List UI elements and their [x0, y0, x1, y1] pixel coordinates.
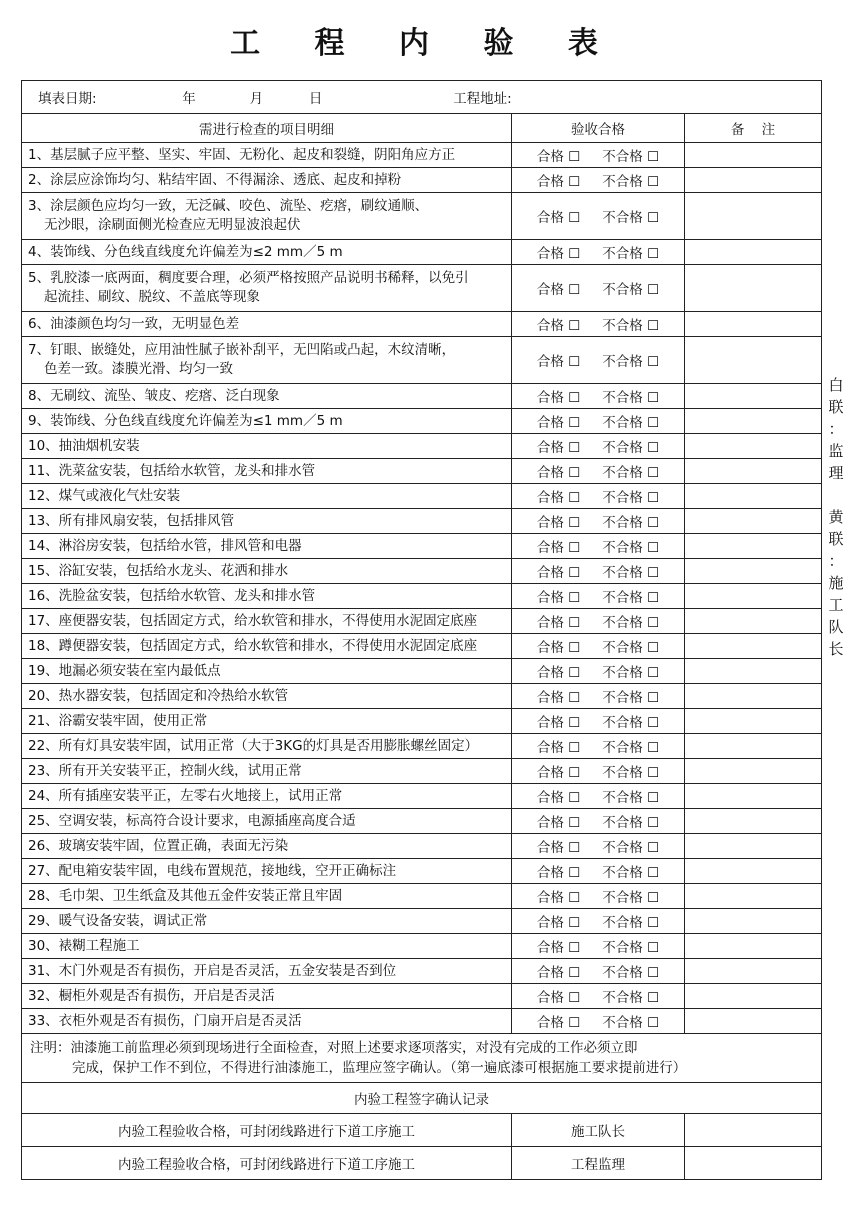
table-row: [22, 240, 822, 265]
item-description: [22, 984, 512, 1009]
fail-checkbox[interactable]: 不合格 ☐: [602, 415, 660, 431]
remark-cell[interactable]: [685, 659, 822, 684]
pass-checkbox[interactable]: 合格 ☐: [536, 490, 581, 506]
item-description: [22, 684, 512, 709]
item-line: 22、所有灯具安装牢固，试用正常（大于3KG的灯具是否用膨胀螺丝固定）: [28, 737, 479, 754]
fail-checkbox[interactable]: 不合格 ☐: [602, 990, 660, 1006]
fail-checkbox[interactable]: 不合格 ☐: [602, 174, 660, 190]
side-note-char: 黄: [828, 508, 844, 526]
signature-row: [22, 1114, 822, 1147]
result-cell: [512, 909, 685, 934]
item-description: [22, 534, 512, 559]
remark-cell[interactable]: [685, 559, 822, 584]
item-description: [22, 559, 512, 584]
remark-cell[interactable]: [685, 240, 822, 265]
item-line: 28、毛巾架、卫生纸盒及其他五金件安装正常且牢固: [28, 887, 343, 904]
fail-checkbox[interactable]: 不合格 ☐: [602, 440, 660, 456]
item-line: 25、空调安装，标高符合设计要求，电源插座高度合适: [28, 812, 356, 829]
item-line: 11、洗菜盆安装，包括给水软管，龙头和排水管: [28, 462, 316, 479]
side-note-char: 工: [828, 596, 844, 614]
item-line: 32、橱柜外观是否有损伤，开启是否灵活: [28, 987, 275, 1004]
signature-row: [22, 1147, 822, 1180]
item-line: 31、木门外观是否有损伤，开启是否灵活，五金安装是否到位: [28, 962, 397, 979]
result-cell: [512, 559, 685, 584]
item-line: 12、煤气或液化气灶安装: [28, 487, 181, 504]
signature-field[interactable]: [685, 1114, 822, 1147]
item-description: [22, 240, 512, 265]
remark-cell[interactable]: [685, 684, 822, 709]
item-description: [22, 193, 512, 240]
result-cell: [512, 509, 685, 534]
remark-cell[interactable]: [685, 909, 822, 934]
side-note-char: 队: [828, 618, 844, 636]
fail-checkbox[interactable]: 不合格 ☐: [602, 1015, 660, 1031]
table-row: [22, 759, 822, 784]
table-row: [22, 784, 822, 809]
pass-checkbox[interactable]: 合格 ☐: [536, 990, 581, 1006]
table-row: [22, 384, 822, 409]
pass-checkbox[interactable]: 合格 ☐: [536, 765, 581, 781]
pass-checkbox[interactable]: 合格 ☐: [536, 865, 581, 881]
pass-checkbox[interactable]: 合格 ☐: [536, 915, 581, 931]
pass-checkbox[interactable]: 合格 ☐: [536, 815, 581, 831]
item-line: 9、装饰线、分色线直线度允许偏差为≤1 mm／5 m: [28, 412, 343, 429]
item-description: [22, 609, 512, 634]
item-description: [22, 809, 512, 834]
item-line: 2、涂层应涂饰均匀、粘结牢固、不得漏涂、透底、起皮和掉粉: [28, 171, 402, 188]
item-description: [22, 1009, 512, 1034]
remark-cell[interactable]: [685, 384, 822, 409]
result-cell: [512, 784, 685, 809]
pass-checkbox[interactable]: 合格 ☐: [536, 415, 581, 431]
result-cell: [512, 609, 685, 634]
remark-cell[interactable]: [685, 884, 822, 909]
item-description: [22, 959, 512, 984]
result-cell: [512, 759, 685, 784]
item-line: 17、座便器安装，包括固定方式，给水软管和排水，不得使用水泥固定底座: [28, 612, 478, 629]
result-cell: [512, 934, 685, 959]
table-row: [22, 312, 822, 337]
item-line: 19、地漏必须安装在室内最低点: [28, 662, 221, 679]
fail-checkbox[interactable]: 不合格 ☐: [602, 865, 660, 881]
remark-cell[interactable]: [685, 509, 822, 534]
pass-checkbox[interactable]: 合格 ☐: [536, 840, 581, 856]
table-row: [22, 634, 822, 659]
table-row: [22, 709, 822, 734]
result-cell: [512, 409, 685, 434]
fail-checkbox[interactable]: 不合格 ☐: [602, 515, 660, 531]
signature-statement: 内验工程验收合格，可封闭线路进行下道工序施工: [22, 1114, 512, 1147]
remark-cell[interactable]: [685, 1009, 822, 1034]
pass-checkbox[interactable]: 合格 ☐: [536, 640, 581, 656]
remark-cell[interactable]: [685, 484, 822, 509]
pass-checkbox[interactable]: 合格 ☐: [536, 740, 581, 756]
remark-cell[interactable]: [685, 734, 822, 759]
item-line: 29、暖气设备安装，调试正常: [28, 912, 208, 929]
item-description: [22, 909, 512, 934]
fail-checkbox[interactable]: 不合格 ☐: [602, 790, 660, 806]
item-line: 20、热水器安装，包括固定和冷热给水软管: [28, 687, 289, 704]
result-cell: [512, 984, 685, 1009]
fail-checkbox[interactable]: 不合格 ☐: [602, 565, 660, 581]
remark-cell[interactable]: [685, 584, 822, 609]
item-description: [22, 634, 512, 659]
pass-checkbox[interactable]: 合格 ☐: [536, 174, 581, 190]
fail-checkbox[interactable]: 不合格 ☐: [602, 815, 660, 831]
fill-date-label: 填表日期:: [38, 91, 97, 107]
fail-checkbox[interactable]: 不合格 ☐: [602, 740, 660, 756]
item-line: 4、装饰线、分色线直线度允许偏差为≤2 mm／5 m: [28, 243, 343, 260]
pass-checkbox[interactable]: 合格 ☐: [536, 665, 581, 681]
pass-checkbox[interactable]: 合格 ☐: [536, 354, 581, 370]
table-row: [22, 659, 822, 684]
item-line: 23、所有开关安装平正，控制火线，试用正常: [28, 762, 302, 779]
item-line: 16、洗脸盆安装，包括给水软管、龙头和排水管: [28, 587, 316, 604]
remark-cell[interactable]: [685, 534, 822, 559]
table-row: [22, 1009, 822, 1034]
fail-checkbox[interactable]: 不合格 ☐: [602, 840, 660, 856]
item-line: 无沙眼，涂刷面侧光检查应无明显波浪起伏: [44, 217, 301, 233]
table-row: [22, 834, 822, 859]
item-line: 13、所有排风扇安装，包括排风管: [28, 512, 235, 529]
item-description: [22, 659, 512, 684]
item-line: 10、抽油烟机安装: [28, 437, 140, 454]
column-item-header: 需进行检查的项目明细: [22, 114, 512, 143]
result-cell: [512, 265, 685, 312]
pass-checkbox[interactable]: 合格 ☐: [536, 515, 581, 531]
note-row: [22, 1034, 822, 1083]
result-cell: [512, 337, 685, 384]
note-line: 完成，保护工作不到位，不得进行油漆施工，监理应签字确认。（第一遍底漆可根据施工要求提前进行）: [72, 1060, 687, 1076]
item-description: [22, 859, 512, 884]
fail-checkbox[interactable]: 不合格 ☐: [602, 690, 660, 706]
note-line: 注明：油漆施工前监理必须到现场进行全面检查，对照上述要求逐项落实，对没有完成的工作必须立即: [30, 1040, 638, 1056]
item-line: 1、基层腻子应平整、坚实、牢固、无粉化、起皮和裂缝，阴阳角应方正: [28, 146, 456, 163]
item-line: 27、配电箱安装牢固，电线布置规范，接地线，空开正确标注: [28, 862, 397, 879]
result-cell: [512, 384, 685, 409]
remark-cell[interactable]: [685, 409, 822, 434]
remark-cell[interactable]: [685, 312, 822, 337]
item-line: 33、衣柜外观是否有损伤，门扇开启是否灵活: [28, 1012, 302, 1029]
result-cell: [512, 709, 685, 734]
table-row: [22, 559, 822, 584]
pass-checkbox[interactable]: 合格 ☐: [536, 940, 581, 956]
item-description: [22, 384, 512, 409]
remark-cell[interactable]: [685, 434, 822, 459]
header-row: [22, 81, 822, 114]
fail-checkbox[interactable]: 不合格 ☐: [602, 940, 660, 956]
table-row: [22, 484, 822, 509]
result-cell: [512, 634, 685, 659]
table-row: [22, 884, 822, 909]
fail-checkbox[interactable]: 不合格 ☐: [602, 318, 660, 334]
column-result-header: 验收合格: [512, 114, 685, 143]
side-note-char: ：: [828, 552, 844, 570]
pass-checkbox[interactable]: 合格 ☐: [536, 565, 581, 581]
fail-checkbox[interactable]: 不合格 ☐: [602, 465, 660, 481]
signature-title-row: [22, 1083, 822, 1114]
pass-checkbox[interactable]: 合格 ☐: [536, 540, 581, 556]
table-row: [22, 934, 822, 959]
result-cell: [512, 168, 685, 193]
item-line: 色差一致。漆膜光滑、均匀一致: [44, 361, 233, 377]
remark-cell[interactable]: [685, 709, 822, 734]
pass-checkbox[interactable]: 合格 ☐: [536, 246, 581, 262]
table-row: [22, 265, 822, 312]
pass-checkbox[interactable]: 合格 ☐: [536, 440, 581, 456]
result-cell: [512, 659, 685, 684]
table-row: [22, 684, 822, 709]
table-row: [22, 859, 822, 884]
item-description: [22, 934, 512, 959]
result-cell: [512, 584, 685, 609]
address-label: 工程地址:: [453, 91, 512, 107]
signature-field[interactable]: [685, 1147, 822, 1180]
pass-checkbox[interactable]: 合格 ☐: [536, 210, 581, 226]
table-row: [22, 809, 822, 834]
form-title: 工 程 内 验 表: [230, 26, 620, 61]
remark-cell[interactable]: [685, 337, 822, 384]
table-row: [22, 584, 822, 609]
year-label: 年: [182, 91, 196, 107]
result-cell: [512, 884, 685, 909]
fail-checkbox[interactable]: 不合格 ☐: [602, 246, 660, 262]
fail-checkbox[interactable]: 不合格 ☐: [602, 765, 660, 781]
result-cell: [512, 312, 685, 337]
item-line: 7、钉眼、嵌缝处，应用油性腻子嵌补刮平，无凹陷或凸起，木纹清晰，: [28, 342, 456, 358]
result-cell: [512, 459, 685, 484]
fail-checkbox[interactable]: 不合格 ☐: [602, 490, 660, 506]
inspection-table: [21, 80, 822, 1180]
remark-cell[interactable]: [685, 984, 822, 1009]
table-row: [22, 168, 822, 193]
signature-role: 工程监理: [512, 1147, 685, 1180]
pass-checkbox[interactable]: 合格 ☐: [536, 790, 581, 806]
item-description: [22, 709, 512, 734]
item-description: [22, 265, 512, 312]
copy-distribution-note: [826, 374, 846, 660]
side-note-char: 白: [828, 376, 844, 394]
result-cell: [512, 734, 685, 759]
pass-checkbox[interactable]: 合格 ☐: [536, 890, 581, 906]
item-line: 6、油漆颜色均匀一致，无明显色差: [28, 315, 240, 332]
remark-cell[interactable]: [685, 759, 822, 784]
remark-cell[interactable]: [685, 959, 822, 984]
fail-checkbox[interactable]: 不合格 ☐: [602, 282, 660, 298]
item-description: [22, 759, 512, 784]
item-description: [22, 784, 512, 809]
header-cell: [22, 81, 822, 114]
side-note-char: 理: [828, 464, 844, 482]
side-note-char: 长: [828, 640, 844, 658]
item-line: 21、浴霸安装牢固，使用正常: [28, 712, 208, 729]
result-cell: [512, 193, 685, 240]
result-cell: [512, 959, 685, 984]
fail-checkbox[interactable]: 不合格 ☐: [602, 640, 660, 656]
table-row: [22, 959, 822, 984]
remark-cell[interactable]: [685, 934, 822, 959]
side-note-char: 监: [828, 442, 844, 460]
fail-checkbox[interactable]: 不合格 ☐: [602, 665, 660, 681]
remark-cell[interactable]: [685, 834, 822, 859]
fail-checkbox[interactable]: 不合格 ☐: [602, 965, 660, 981]
item-line: 24、所有插座安装平正，左零右火地接上，试用正常: [28, 787, 343, 804]
table-row: [22, 434, 822, 459]
item-description: [22, 312, 512, 337]
signature-statement: 内验工程验收合格，可封闭线路进行下道工序施工: [22, 1147, 512, 1180]
remark-cell[interactable]: [685, 265, 822, 312]
result-cell: [512, 859, 685, 884]
item-description: [22, 143, 512, 168]
side-note-char: 联: [828, 398, 844, 416]
item-line: 14、淋浴房安装，包括给水管，排风管和电器: [28, 537, 302, 554]
item-line: 5、乳胶漆一底两面，稠度要合理，必须严格按照产品说明书稀释，以免引: [28, 270, 469, 286]
remark-cell[interactable]: [685, 143, 822, 168]
table-row: [22, 734, 822, 759]
item-description: [22, 434, 512, 459]
result-cell: [512, 434, 685, 459]
result-cell: [512, 240, 685, 265]
side-note-char: 施: [828, 574, 844, 592]
pass-checkbox[interactable]: 合格 ☐: [536, 615, 581, 631]
table-row: [22, 609, 822, 634]
month-label: 月: [249, 91, 264, 107]
note-cell: [22, 1034, 822, 1083]
remark-cell[interactable]: [685, 634, 822, 659]
remark-cell[interactable]: [685, 859, 822, 884]
table-row: [22, 984, 822, 1009]
result-cell: [512, 143, 685, 168]
result-cell: [512, 809, 685, 834]
signature-role: 施工队长: [512, 1114, 685, 1147]
item-description: [22, 409, 512, 434]
item-description: [22, 834, 512, 859]
column-remark-header: 备 注: [685, 114, 822, 143]
table-row: [22, 534, 822, 559]
side-note-char: 联: [828, 530, 844, 548]
table-row: [22, 193, 822, 240]
fail-checkbox[interactable]: 不合格 ☐: [602, 390, 660, 406]
pass-checkbox[interactable]: 合格 ☐: [536, 465, 581, 481]
remark-cell[interactable]: [685, 459, 822, 484]
fail-checkbox[interactable]: 不合格 ☐: [602, 915, 660, 931]
remark-cell[interactable]: [685, 168, 822, 193]
fail-checkbox[interactable]: 不合格 ☐: [602, 590, 660, 606]
pass-checkbox[interactable]: 合格 ☐: [536, 318, 581, 334]
item-line: 26、玻璃安装牢固，位置正确，表面无污染: [28, 837, 289, 854]
pass-checkbox[interactable]: 合格 ☐: [536, 1015, 581, 1031]
fail-checkbox[interactable]: 不合格 ☐: [602, 890, 660, 906]
item-description: [22, 584, 512, 609]
pass-checkbox[interactable]: 合格 ☐: [536, 590, 581, 606]
item-description: [22, 509, 512, 534]
result-cell: [512, 684, 685, 709]
item-line: 3、涂层颜色应均匀一致，无泛碱、咬色、流坠、疙瘩，刷纹通顺、: [28, 198, 429, 214]
result-cell: [512, 484, 685, 509]
item-description: [22, 459, 512, 484]
side-note-char: ：: [828, 420, 844, 438]
pass-checkbox[interactable]: 合格 ☐: [536, 282, 581, 298]
remark-cell[interactable]: [685, 193, 822, 240]
item-line: 30、裱糊工程施工: [28, 937, 140, 954]
fail-checkbox[interactable]: 不合格 ☐: [602, 540, 660, 556]
remark-cell[interactable]: [685, 609, 822, 634]
remark-cell[interactable]: [685, 809, 822, 834]
table-row: [22, 337, 822, 384]
pass-checkbox[interactable]: 合格 ☐: [536, 965, 581, 981]
result-cell: [512, 1009, 685, 1034]
table-row: [22, 143, 822, 168]
result-cell: [512, 534, 685, 559]
fail-checkbox[interactable]: 不合格 ☐: [602, 210, 660, 226]
item-description: [22, 734, 512, 759]
fail-checkbox[interactable]: 不合格 ☐: [602, 149, 660, 165]
column-header-row: [22, 114, 822, 143]
item-line: 15、浴缸安装，包括给水龙头、花洒和排水: [28, 562, 289, 579]
table-row: [22, 459, 822, 484]
item-line: 18、蹲便器安装，包括固定方式，给水软管和排水，不得使用水泥固定底座: [28, 637, 478, 654]
table-row: [22, 509, 822, 534]
item-line: 8、无刷纹、流坠、皱皮、疙瘩、泛白现象: [28, 387, 280, 404]
table-row: [22, 909, 822, 934]
table-row: [22, 409, 822, 434]
fail-checkbox[interactable]: 不合格 ☐: [602, 354, 660, 370]
result-cell: [512, 834, 685, 859]
item-description: [22, 337, 512, 384]
side-note-char: [826, 484, 846, 506]
item-description: [22, 168, 512, 193]
item-line: 起流挂、刷纹、脱纹、不盖底等现象: [44, 289, 260, 305]
day-label: 日: [308, 91, 323, 107]
fail-checkbox[interactable]: 不合格 ☐: [602, 715, 660, 731]
fail-checkbox[interactable]: 不合格 ☐: [602, 615, 660, 631]
signature-title: 内验工程签字确认记录: [22, 1083, 822, 1114]
pass-checkbox[interactable]: 合格 ☐: [536, 690, 581, 706]
remark-cell[interactable]: [685, 784, 822, 809]
item-description: [22, 484, 512, 509]
item-description: [22, 884, 512, 909]
pass-checkbox[interactable]: 合格 ☐: [536, 390, 581, 406]
pass-checkbox[interactable]: 合格 ☐: [536, 149, 581, 165]
pass-checkbox[interactable]: 合格 ☐: [536, 715, 581, 731]
